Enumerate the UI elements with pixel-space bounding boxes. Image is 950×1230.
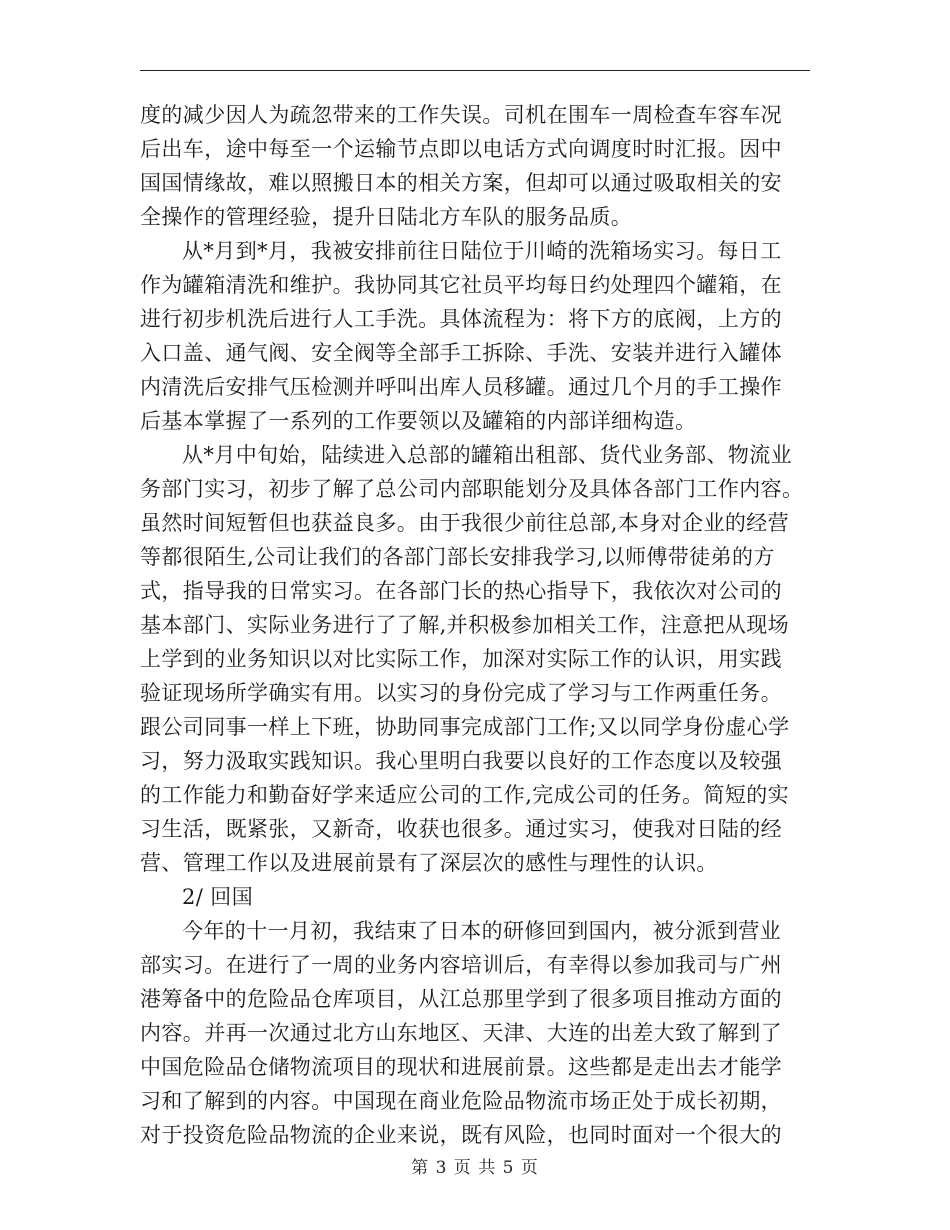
text-line: 上学到的业务知识以对比实际工作，加深对实际工作的认识，用实践	[140, 647, 782, 671]
text-line: 度的减少因人为疏忽带来的工作失误。司机在围车一周检查车容车况	[140, 103, 782, 127]
text-line: 部实习。在进行了一周的业务内容培训后，有幸得以参加我司与广州	[140, 953, 782, 977]
text-line: 的工作能力和勤奋好学来适应公司的工作,完成公司的任务。简短的实	[140, 783, 790, 807]
text-line: 基本部门、实际业务进行了了解,并积极参加相关工作，注意把从现场	[140, 613, 790, 637]
text-line: 内容。并再一次通过北方山东地区、天津、大连的出差大致了解到了	[140, 1021, 782, 1045]
text-line: 从*月到*月，我被安排前往日陆位于川崎的洗箱场实习。每日工	[182, 239, 782, 263]
text-line: 习生活，既紧张，又新奇，收获也很多。通过实习，使我对日陆的经	[140, 817, 782, 841]
text-line: 虽然时间短暂但也获益良多。由于我很少前往总部,本身对企业的经营	[140, 511, 790, 535]
text-line: 营、管理工作以及进展前景有了深层次的感性与理性的认识。	[140, 851, 718, 875]
text-line: 中国危险品仓储物流项目的现状和进展前景。这些都是走出去才能学	[140, 1055, 782, 1079]
text-line: 今年的十一月初，我结束了日本的研修回到国内，被分派到营业	[182, 919, 782, 943]
text-line: 全操作的管理经验，提升日陆北方车队的服务品质。	[140, 205, 633, 229]
text-line: 式，指导我的日常实习。在各部门长的热心指导下，我依次对公司的	[140, 579, 782, 603]
text-line: 从*月中旬始，陆续进入总部的罐箱出租部、货代业务部、物流业	[182, 443, 793, 467]
text-line: 国国情缘故，难以照搬日本的相关方案，但却可以通过吸取相关的安	[140, 171, 782, 195]
text-line: 后基本掌握了一系列的工作要领以及罐箱的内部详细构造。	[140, 409, 697, 433]
text-line: 2/ 回国	[182, 885, 254, 909]
header-rule	[140, 70, 810, 71]
text-line: 港筹备中的危险品仓库项目，从江总那里学到了很多项目推动方面的	[140, 987, 782, 1011]
text-line: 进行初步机洗后进行人工手洗。具体流程为：将下方的底阀，上方的	[140, 307, 782, 331]
text-line: 后出车，途中每至一个运输节点即以电话方式向调度时时汇报。因中	[140, 137, 782, 161]
document-body	[140, 98, 820, 1152]
text-line: 对于投资危险品物流的企业来说，既有风险，也同时面对一个很大的	[140, 1123, 782, 1147]
page-footer: 第 3 页 共 5 页	[411, 1158, 539, 1178]
text-line: 入口盖、通气阀、安全阀等全部手工拆除、手洗、安装并进行入罐体	[140, 341, 782, 365]
text-line: 习和了解到的内容。中国现在商业危险品物流市场正处于成长初期，	[140, 1089, 782, 1113]
text-line: 作为罐箱清洗和维护。我协同其它社员平均每日约处理四个罐箱，在	[140, 273, 782, 297]
text-line: 跟公司同事一样上下班，协助同事完成部门工作;又以同学身份虚心学	[140, 715, 790, 739]
text-line: 等都很陌生,公司让我们的各部门部长安排我学习,以师傅带徒弟的方	[140, 545, 775, 569]
text-line: 验证现场所学确实有用。以实习的身份完成了学习与工作两重任务。	[140, 681, 782, 705]
text-line: 内清洗后安排气压检测并呼叫出库人员移罐。通过几个月的手工操作	[140, 375, 782, 399]
text-line: 务部门实习，初步了解了总公司内部职能划分及具体各部门工作内容。	[140, 477, 804, 501]
text-line: 习，努力汲取实践知识。我心里明白我要以良好的工作态度以及较强	[140, 749, 782, 773]
